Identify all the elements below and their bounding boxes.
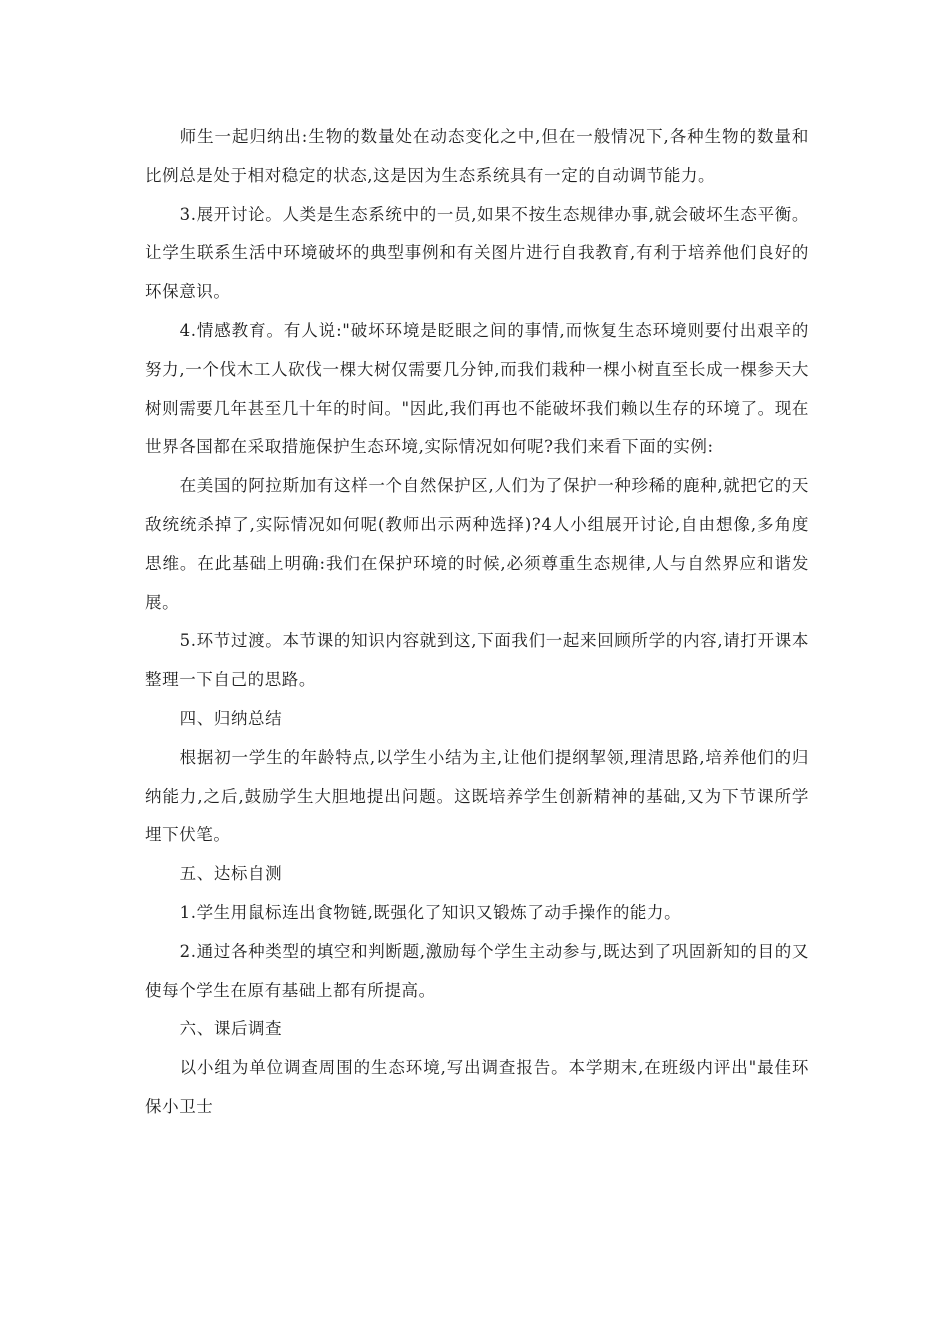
paragraph-self-test-2: 2.通过各种类型的填空和判断题,激励每个学生主动参与,既达到了巩固新知的目的又使每个学生在原有基础上都有所提高。: [145, 941, 809, 1000]
paragraph-summary: 师生一起归纳出:生物的数量处在动态变化之中,但在一般情况下,各种生物的数量和比例总是处于相对稳定的状态,这是因为生态系统具有一定的自动调节能力。: [145, 127, 809, 185]
paragraph-summary-detail: 根据初一学生的年龄特点,以学生小结为主,让他们提纲挈领,理清思路,培养他们的归纳能力,之后,鼓励学生大胆地提出问题。这既培养学生创新精神的基础,又为下节课所学埋下伏笔。: [145, 747, 809, 845]
paragraph-alaska-example: 在美国的阿拉斯加有这样一个自然保护区,人们为了保护一种珍稀的鹿种,就把它的天敌统统杀掉了,实际情况如何呢(教师出示两种选择)?4人小组展开讨论,自由想像,多角度思维。在此基础上明确:我们在保护环境的时候,必须尊重生态规律,人与自然界应和谐发展。: [145, 476, 809, 612]
paragraph-discussion: 3.展开讨论。人类是生态系统中的一员,如果不按生态规律办事,就会破坏生态平衡。让学生联系生活中环境破坏的典型事例和有关图片进行自我教育,有利于培养他们良好的环保意识。: [145, 204, 809, 302]
paragraph-self-test-1: 1.学生用鼠标连出食物链,既强化了知识又锻炼了动手操作的能力。: [179, 902, 682, 922]
paragraph-emotional-education: 4.情感教育。有人说:"破坏环境是眨眼之间的事情,而恢复生态环境则要付出艰辛的努力,一个伐木工人砍伐一棵大树仅需要几分钟,而我们栽种一棵小树直至长成一棵参天大树则需要几年甚至几十年的时间。"因此,我们再也不能破坏我们赖以生存的环境了。现在世界各国都在采取措施保护生态环境,实际情况如何呢?我们来看下面的实例:: [145, 320, 809, 457]
section-heading-summary: 四、归纳总结: [179, 708, 283, 728]
section-heading-survey: 六、课后调查: [179, 1019, 283, 1039]
document-body: [145, 118, 809, 1127]
paragraph-transition: 5.环节过渡。本节课的知识内容就到这,下面我们一起来回顾所学的内容,请打开课本整理一下自己的思路。: [145, 631, 809, 690]
section-heading-self-test: 五、达标自测: [179, 864, 283, 884]
paragraph-survey: 以小组为单位调查周围的生态环境,写出调查报告。本学期末,在班级内评出"最佳环保小卫士: [145, 1058, 809, 1116]
